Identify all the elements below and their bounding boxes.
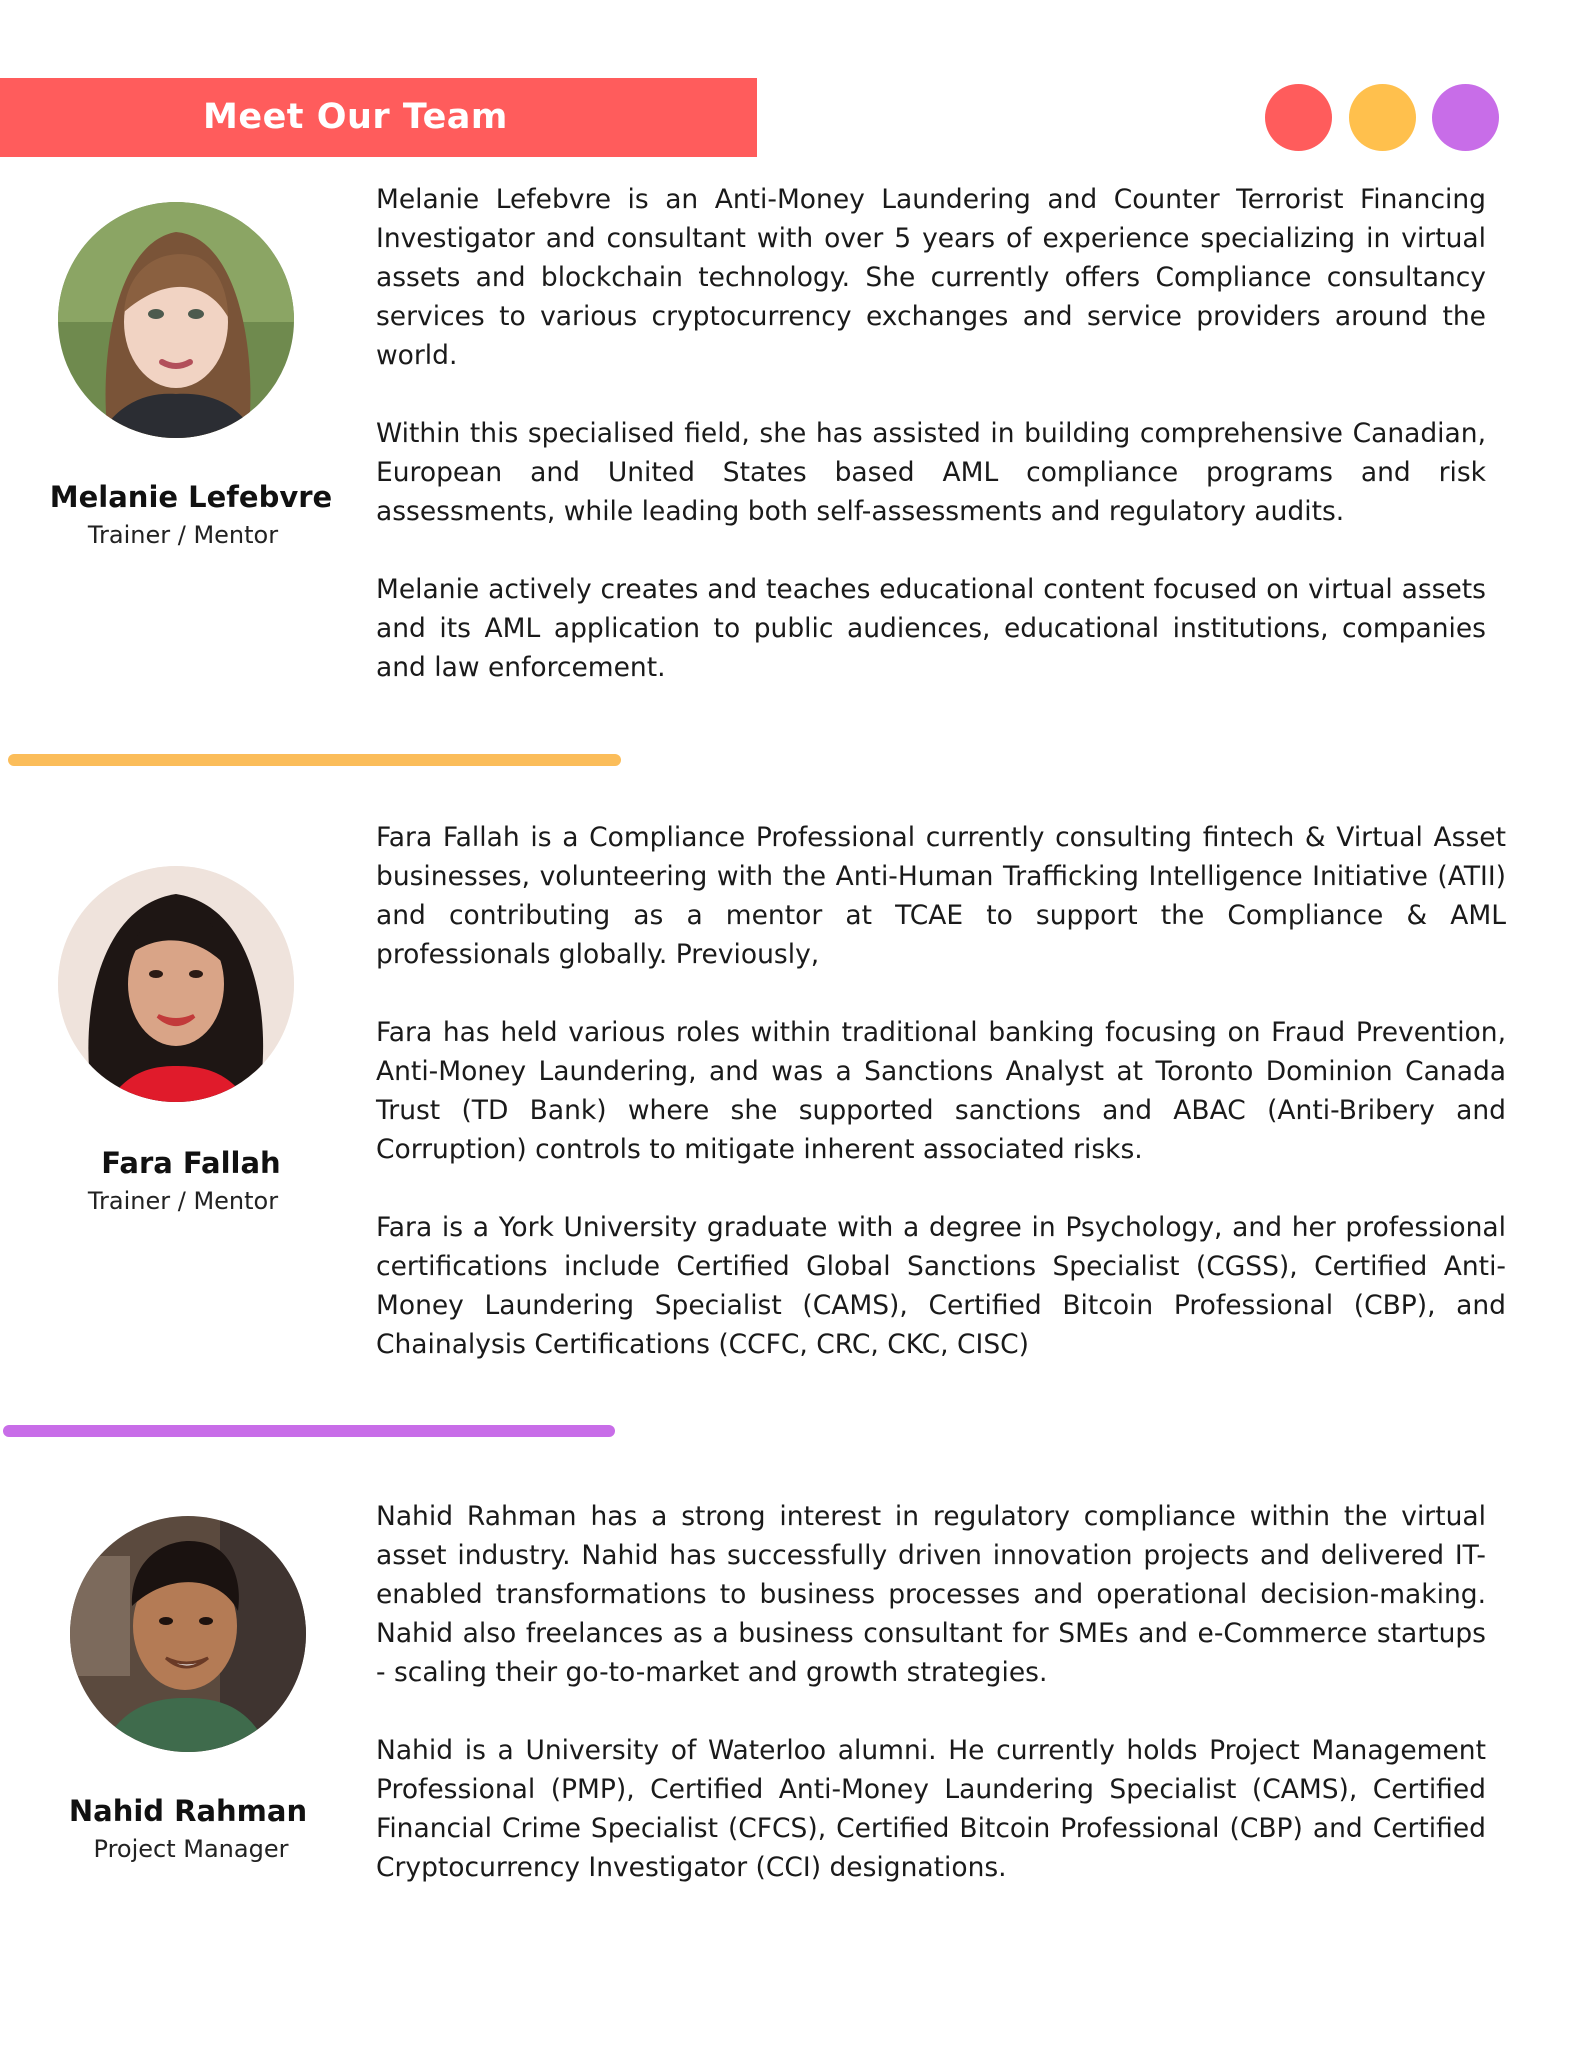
- avatar-melanie: [58, 202, 294, 438]
- bio-paragraph: Melanie actively creates and teaches educational content focused on virtual assets and its AML application to public audiences, educational institutions, companies and law enforcement.: [376, 574, 1486, 683]
- member-bio: [376, 1497, 1486, 1887]
- section-divider: [8, 754, 621, 766]
- avatar-nahid: [70, 1516, 306, 1752]
- member-name: Fara Fallah: [101, 1146, 281, 1180]
- member-role: Trainer / Mentor: [87, 1187, 279, 1215]
- member-bio: [376, 818, 1506, 1364]
- decor-dot-red: [1265, 84, 1332, 151]
- member-name: Melanie Lefebvre: [49, 480, 333, 514]
- bio-paragraph: Nahid is a University of Waterloo alumni. He currently holds Project Management Professional (PMP), Certified Anti-Money Laundering Specialist (CAMS), Certified Financial Crime Specialist (CFCS), Certified Bitcoin Professional (CBP) and Certified Cryptocurrency Investigator (CCI) designations.: [376, 1735, 1486, 1883]
- bio-paragraph: Melanie Lefebvre is an Anti-Money Laundering and Counter Terrorist Financing Investigator and consultant with over 5 years of experience specializing in virtual assets and blockchain technology. She currently offers Compliance consultancy services to various cryptocurrency exchanges and service providers around the world.: [376, 184, 1486, 371]
- member-name: Nahid Rahman: [68, 1794, 308, 1828]
- decor-dot-yellow: [1349, 84, 1416, 151]
- portrait-photo: [58, 866, 294, 1102]
- section-divider: [3, 1425, 615, 1437]
- bio-paragraph: Fara has held various roles within traditional banking focusing on Fraud Prevention, Anti-Money Laundering, and was a Sanctions Analyst at Toronto Dominion Canada Trust (TD Bank) where she supported sanctions and ABAC (Anti-Bribery and Corruption) controls to mitigate inherent associated risks.: [376, 1017, 1506, 1165]
- member-role: Trainer / Mentor: [87, 521, 279, 549]
- member-role: Project Manager: [93, 1835, 289, 1863]
- bio-paragraph: Fara is a York University graduate with a degree in Psychology, and her professional certifications include Certified Global Sanctions Specialist (CGSS), Certified Anti-Money Laundering Specialist (CAMS), Certified Bitcoin Professional (CBP), and Chainalysis Certifications (CCFC, CRC, CKC, CISC): [376, 1212, 1506, 1360]
- page-title: Meet Our Team: [203, 97, 508, 137]
- decor-dot-purple: [1432, 84, 1499, 151]
- avatar-fara: [58, 866, 294, 1102]
- bio-paragraph: Nahid Rahman has a strong interest in regulatory compliance within the virtual asset industry. Nahid has successfully driven innovation projects and delivered IT-enabled transformations to business processes and operational decision-making. Nahid also freelances as a business consultant for SMEs and e-Commerce startups - scaling their go-to-market and growth strategies.: [376, 1501, 1486, 1688]
- bio-paragraph: Fara Fallah is a Compliance Professional currently consulting fintech & Virtual Asset businesses, volunteering with the Anti-Human Trafficking Intelligence Initiative (ATII) and contributing as a mentor at TCAE to support the Compliance & AML professionals globally. Previously,: [376, 822, 1506, 970]
- bio-paragraph: Within this specialised field, she has assisted in building comprehensive Canadian, European and United States based AML compliance programs and risk assessments, while leading both self-assessments and regulatory audits.: [376, 418, 1486, 527]
- member-bio: [376, 180, 1486, 687]
- portrait-photo: [70, 1516, 306, 1752]
- portrait-photo: [58, 202, 294, 438]
